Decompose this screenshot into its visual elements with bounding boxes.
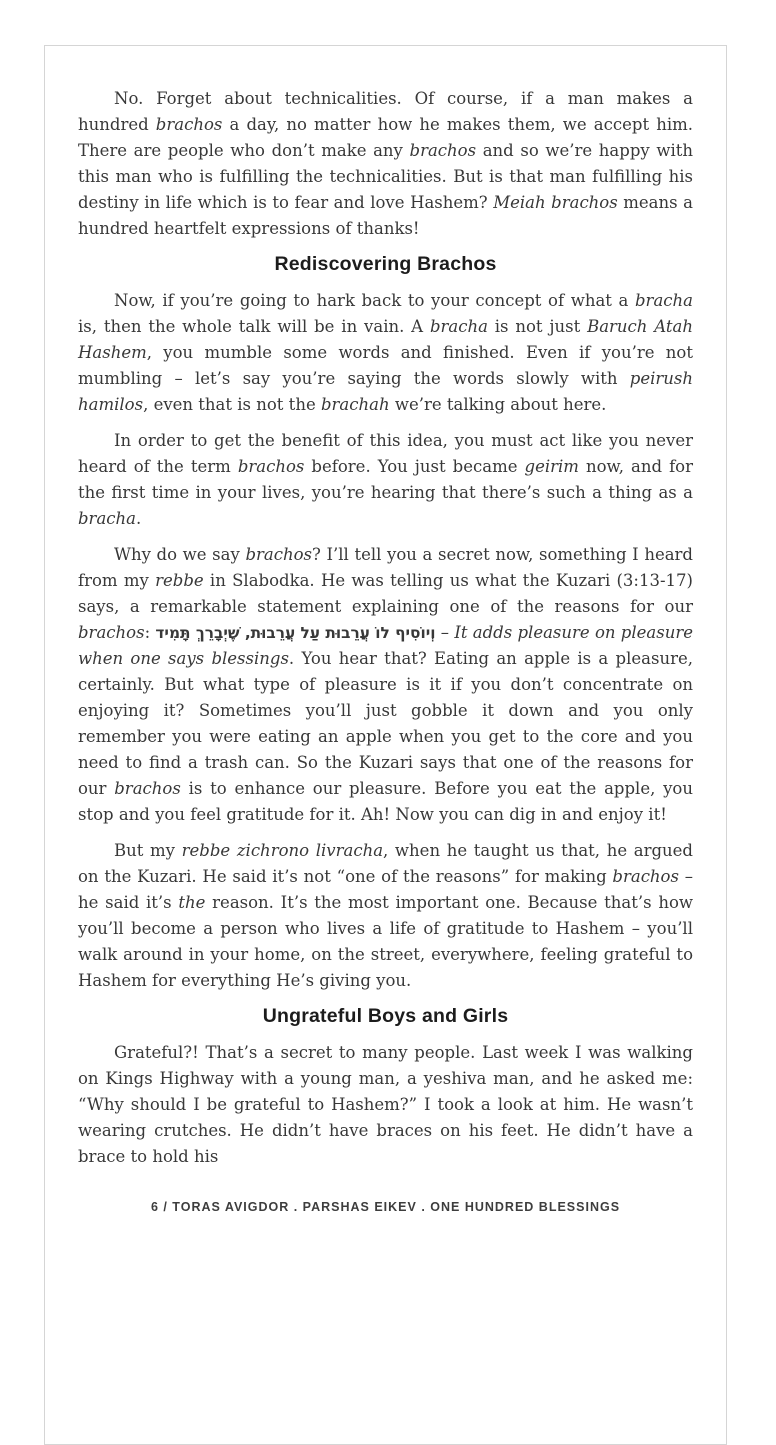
text-run: a day, no matter how he makes them, we accept him. There are people who don’t make any (78, 115, 693, 160)
text-run: – (435, 623, 455, 642)
italic-text-run: brachos (155, 115, 223, 134)
italic-text-run: bracha (78, 509, 136, 528)
text-run: In order to get the benefit of this idea, you must act like you never heard of the term (78, 431, 693, 476)
italic-text-run: bracha (429, 317, 488, 336)
text-run: But my (114, 841, 182, 860)
italic-text-run: brachah (320, 395, 390, 414)
text-run: is to enhance our pleasure. Before you eat the apple, you stop and you feel gratitude for it. Ah! Now you can dig in and enjoy it! (78, 779, 693, 824)
italic-text-run: Meiah brachos (493, 193, 618, 212)
text-run: , when he taught us that, he argued on the Kuzari. He said it’s not “one of the reasons” for making (78, 841, 693, 886)
italic-text-run: It adds pleasure on pleasure when one says blessings (78, 623, 693, 668)
text-run: Why do we say (114, 545, 246, 564)
text-run: Now, if you’re going to hark back to your concept of what a (114, 291, 635, 310)
paragraph (78, 542, 693, 828)
section-heading: Ungrateful Boys and Girls (262, 1005, 509, 1027)
italic-text-run: rebbe (155, 571, 204, 590)
paragraph (78, 86, 693, 242)
text-run: Grateful?! That’s a secret to many people. Last week I was walking on Kings Highway with a young man, a yeshiva man, and he asked me: “Why should I be grateful to Hashem?” I took a look at him. He wasn’t wearing crutches. He didn’t have braces on his feet. He didn’t have a brace to hold his (78, 1043, 693, 1166)
italic-text-run: brachos (114, 779, 181, 798)
italic-text-run: geirim (524, 457, 579, 476)
italic-text-run: the (178, 893, 206, 912)
text-run: we’re talking about here. (389, 395, 607, 414)
italic-text-run: brachos (237, 457, 305, 476)
italic-text-run: brachos (245, 545, 313, 564)
italic-text-run: rebbe zichrono livracha (181, 841, 384, 860)
italic-text-run: brachos (409, 141, 477, 160)
page-frame (44, 45, 727, 1445)
text-run: No. Forget about technicalities. Of course, if a man makes a hundred (78, 89, 693, 134)
text-run: ? I’ll tell you a secret now, something I heard from my (78, 545, 693, 590)
section-heading: Rediscovering Brachos (274, 253, 497, 275)
text-run: is not just (487, 317, 588, 336)
italic-text-run: bracha (635, 291, 693, 310)
text-run: . You hear that? Eating an apple is a pleasure, certainly. But what type of pleasure is it if you don’t concentrate on enjoying it? Sometimes you’ll just gobble it down and you only remember you were eating an apple when you get to the core and you need to find a trash can. So the Kuzari says that one of the reasons for our (78, 649, 693, 798)
page-footer: 6 / TORAS AVIGDOR . PARSHAS EIKEV . ONE HUNDRED BLESSINGS (150, 1200, 621, 1214)
paragraph (78, 838, 693, 994)
text-run: and so we’re happy with this man who is fulfilling the technicalities. But is that man fulfilling his destiny in life which is to fear and love Hashem? (78, 141, 693, 212)
italic-text-run: Baruch Atah Hashem (78, 317, 693, 362)
text-run: means a hundred heartfelt expressions of thanks! (78, 193, 694, 238)
italic-text-run: brachos (612, 867, 679, 886)
text-run: – he said it’s (78, 867, 693, 912)
text-run: reason. It’s the most important one. Because that’s how you’ll become a person who lives a life of gratitude to Hashem – you’ll walk around in your home, on the street, everywhere, feeling grateful to Hashem for everything He’s giving you. (78, 893, 693, 990)
italic-text-run: peirush hamilos (78, 369, 693, 414)
text-run: now, and for the first time in your lives, you’re hearing that there’s such a thing as a (78, 457, 693, 502)
text-run: . (136, 509, 142, 528)
text-run: in Slabodka. He was telling us what the Kuzari (3:13-17) says, a remarkable statement explaining one of the reasons for our (78, 571, 693, 616)
paragraph (78, 1040, 693, 1170)
text-run: , even that is not the (143, 395, 321, 414)
italic-text-run: brachos (78, 623, 145, 642)
paragraph (78, 428, 693, 532)
paragraph (78, 288, 693, 418)
page-content (45, 46, 726, 1170)
text-run: , you mumble some words and finished. Even if you’re not mumbling – let’s say you’re saying the words slowly with (78, 343, 693, 388)
text-run: : (144, 623, 156, 642)
hebrew-text-run: וְיוֹסִיף לוֹ עֲרֵבוּת עַל עֲרֵבוּת, שֶׁיְבָרֵךְ תָּמִיד (155, 624, 436, 642)
text-run: before. You just became (304, 457, 525, 476)
text-run: is, then the whole talk will be in vain. A (78, 317, 430, 336)
